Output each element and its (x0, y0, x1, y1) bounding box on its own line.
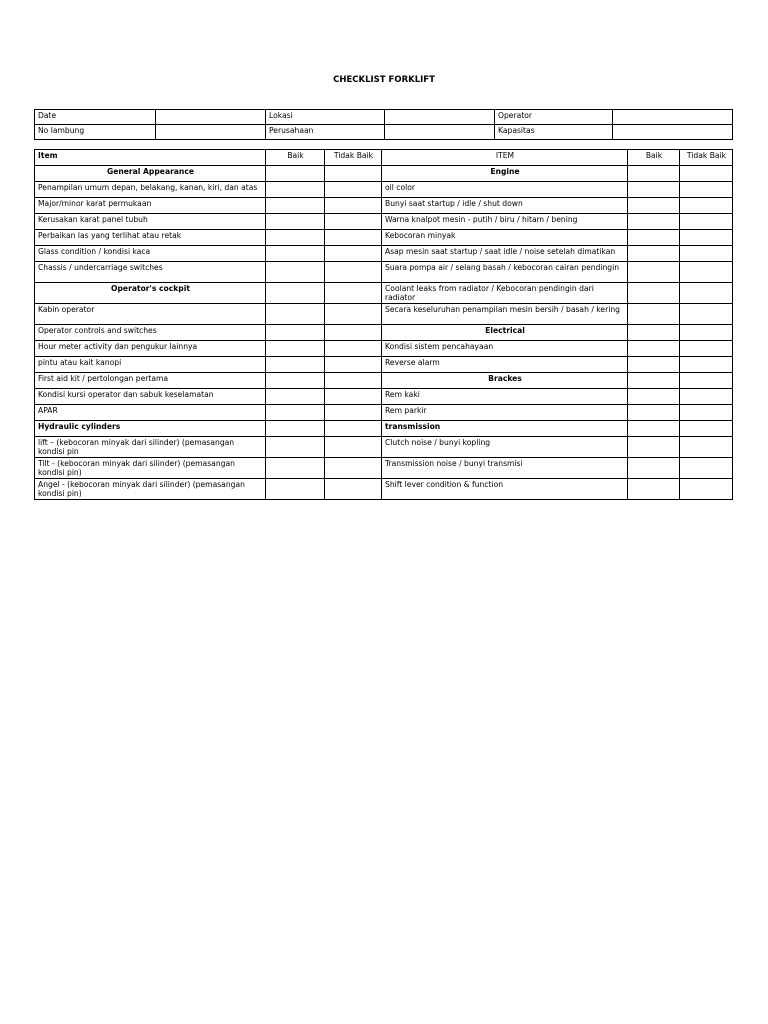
table-row (35, 341, 733, 357)
section-general-appearance: General Appearance (35, 166, 266, 182)
tidak-baik-cell[interactable] (325, 437, 382, 458)
tidak-baik-cell[interactable] (680, 357, 733, 373)
baik-cell[interactable] (628, 325, 680, 341)
item-left: Glass condition / kondisi kaca (35, 246, 266, 262)
table-row (35, 405, 733, 421)
tidak-baik-cell[interactable] (325, 304, 382, 325)
tidak-baik-cell[interactable] (325, 230, 382, 246)
baik-cell[interactable] (628, 262, 680, 283)
baik-cell[interactable] (628, 214, 680, 230)
item-right: Kondisi sistem pencahayaan (382, 341, 628, 357)
baik-cell[interactable] (266, 283, 325, 304)
baik-cell[interactable] (266, 262, 325, 283)
baik-cell[interactable] (628, 437, 680, 458)
tidak-baik-cell[interactable] (680, 389, 733, 405)
baik-cell[interactable] (628, 341, 680, 357)
item-right: Bunyi saat startup / idle / shut down (382, 198, 628, 214)
baik-cell[interactable] (266, 373, 325, 389)
tidak-baik-cell[interactable] (680, 341, 733, 357)
section-hydraulic-cylinders: Hydraulic cylinders (35, 421, 266, 437)
item-left: pintu atau kait kanopi (35, 357, 266, 373)
table-row (35, 246, 733, 262)
item-right: Shift lever condition & function (382, 479, 628, 500)
table-row (35, 357, 733, 373)
table-row (35, 304, 733, 325)
baik-cell[interactable] (628, 166, 680, 182)
table-row (35, 198, 733, 214)
table-row (35, 262, 733, 283)
tidak-baik-cell[interactable] (680, 214, 733, 230)
item-left: First aid kit / pertolongan pertama (35, 373, 266, 389)
item-right: Coolant leaks from radiator / Kebocoran pendingin dari radiator (382, 283, 628, 304)
table-row (35, 479, 733, 500)
tidak-baik-cell[interactable] (325, 214, 382, 230)
baik-cell[interactable] (266, 437, 325, 458)
tidak-baik-cell[interactable] (325, 405, 382, 421)
table-row (35, 437, 733, 458)
table-row (35, 325, 733, 341)
tidak-baik-cell[interactable] (680, 458, 733, 479)
baik-cell[interactable] (628, 389, 680, 405)
item-right: Rem parkir (382, 405, 628, 421)
kapasitas-label: Kapasitas (495, 125, 613, 140)
item-right: Suara pompa air / selang basah / kebocoran cairan pendingin (382, 262, 628, 283)
perusahaan-label: Perusahaan (266, 125, 385, 140)
baik-cell[interactable] (628, 458, 680, 479)
baik-cell[interactable] (628, 405, 680, 421)
header-row (35, 125, 733, 140)
table-row (35, 421, 733, 437)
item-left: APAR (35, 405, 266, 421)
item-right: Rem kaki (382, 389, 628, 405)
table-row (35, 230, 733, 246)
tidak-baik-cell[interactable] (680, 405, 733, 421)
baik-cell[interactable] (628, 479, 680, 500)
item-right: Warna knalpot mesin - putih / biru / hitam / bening (382, 214, 628, 230)
tidak-baik-cell[interactable] (680, 198, 733, 214)
baik-cell[interactable] (628, 198, 680, 214)
tidak-baik-cell[interactable] (325, 182, 382, 198)
tidak-baik-cell[interactable] (325, 389, 382, 405)
tidak-baik-cell[interactable] (325, 421, 382, 437)
tidak-baik-cell[interactable] (680, 421, 733, 437)
tidak-baik-cell[interactable] (680, 283, 733, 304)
baik-cell[interactable] (266, 230, 325, 246)
baik-cell[interactable] (628, 304, 680, 325)
baik-cell[interactable] (628, 246, 680, 262)
baik-cell[interactable] (266, 341, 325, 357)
column-header-baik-right: Baik (628, 150, 680, 166)
perusahaan-field[interactable] (385, 125, 495, 140)
checklist-table (34, 149, 733, 500)
baik-cell[interactable] (266, 389, 325, 405)
table-row (35, 389, 733, 405)
item-left: lift – (kebocoran minyak dari silinder) (pemasangan kondisi pin (35, 437, 266, 458)
tidak-baik-cell[interactable] (680, 325, 733, 341)
baik-cell[interactable] (266, 357, 325, 373)
table-row (35, 214, 733, 230)
item-right: Transmission noise / bunyi transmisi (382, 458, 628, 479)
baik-cell[interactable] (266, 458, 325, 479)
tidak-baik-cell[interactable] (325, 166, 382, 182)
header-info-table (34, 109, 733, 140)
column-header-baik: Baik (266, 150, 325, 166)
table-row (35, 182, 733, 198)
tidak-baik-cell[interactable] (680, 166, 733, 182)
item-left: Major/minor karat permukaan (35, 198, 266, 214)
table-row (35, 166, 733, 182)
table-row (35, 458, 733, 479)
tidak-baik-cell[interactable] (680, 373, 733, 389)
baik-cell[interactable] (266, 421, 325, 437)
tidak-baik-cell[interactable] (680, 182, 733, 198)
item-right: Secara keseluruhan penampilan mesin bersih / basah / kering (382, 304, 628, 325)
tidak-baik-cell[interactable] (325, 479, 382, 500)
baik-cell[interactable] (628, 230, 680, 246)
baik-cell[interactable] (628, 182, 680, 198)
tidak-baik-cell[interactable] (325, 373, 382, 389)
no-lambung-label: No lambung (35, 125, 156, 140)
baik-cell[interactable] (266, 304, 325, 325)
table-row (35, 283, 733, 304)
item-right: Asap mesin saat startup / saat idle / noise setelah dimatikan (382, 246, 628, 262)
item-left: Penampilan umum depan, belakang, kanan, kiri, dan atas (35, 182, 266, 198)
tidak-baik-cell[interactable] (680, 437, 733, 458)
section-operators-cockpit: Operator's cockpit (35, 283, 266, 304)
section-brackes: Brackes (382, 373, 628, 389)
item-right: Kebocoran minyak (382, 230, 628, 246)
baik-cell[interactable] (266, 214, 325, 230)
lokasi-label: Lokasi (266, 110, 385, 125)
tidak-baik-cell[interactable] (680, 246, 733, 262)
tidak-baik-cell[interactable] (325, 198, 382, 214)
page-title: CHECKLIST FORKLIFT (333, 75, 435, 85)
baik-cell[interactable] (628, 421, 680, 437)
table-row (35, 373, 733, 389)
no-lambung-field[interactable] (156, 125, 266, 140)
item-left: Angel - (kebocoran minyak dari silinder) (pemasangan kondisi pin) (35, 479, 266, 500)
item-left: Perbaikan las yang terlihat atau retak (35, 230, 266, 246)
item-left: Kabin operator (35, 304, 266, 325)
tidak-baik-cell[interactable] (325, 262, 382, 283)
header-row (35, 110, 733, 125)
baik-cell[interactable] (266, 166, 325, 182)
column-header-item: Item (35, 150, 266, 166)
tidak-baik-cell[interactable] (325, 325, 382, 341)
section-transmission: transmission (382, 421, 628, 437)
tidak-baik-cell[interactable] (680, 304, 733, 325)
section-engine: Engine (382, 166, 628, 182)
column-header-item-right: ITEM (382, 150, 628, 166)
tidak-baik-cell[interactable] (680, 230, 733, 246)
item-left: Hour meter activity dan pengukur lainnya (35, 341, 266, 357)
item-right: Clutch noise / bunyi kopling (382, 437, 628, 458)
baik-cell[interactable] (266, 325, 325, 341)
date-field[interactable] (156, 110, 266, 125)
tidak-baik-cell[interactable] (325, 357, 382, 373)
baik-cell[interactable] (266, 479, 325, 500)
item-left: Kerusakan karat panel tubuh (35, 214, 266, 230)
tidak-baik-cell[interactable] (325, 246, 382, 262)
baik-cell[interactable] (628, 283, 680, 304)
item-left: Chassis / undercarriage switches (35, 262, 266, 283)
tidak-baik-cell[interactable] (325, 458, 382, 479)
item-left: Operator controls and switches (35, 325, 266, 341)
date-label: Date (35, 110, 156, 125)
operator-field[interactable] (613, 110, 733, 125)
item-left: Kondisi kursi operator dan sabuk keselamatan (35, 389, 266, 405)
item-right: oil color (382, 182, 628, 198)
operator-label: Operator (495, 110, 613, 125)
item-left: Tilt - (kebocoran minyak dari silinder) (pemasangan kondisi pin) (35, 458, 266, 479)
table-header-row (35, 150, 733, 166)
baik-cell[interactable] (266, 405, 325, 421)
tidak-baik-cell[interactable] (680, 262, 733, 283)
baik-cell[interactable] (628, 357, 680, 373)
lokasi-field[interactable] (385, 110, 495, 125)
tidak-baik-cell[interactable] (325, 341, 382, 357)
column-header-tidak-baik: Tidak Baik (325, 150, 382, 166)
baik-cell[interactable] (266, 182, 325, 198)
baik-cell[interactable] (266, 246, 325, 262)
section-electrical: Electrical (382, 325, 628, 341)
item-right: Reverse alarm (382, 357, 628, 373)
baik-cell[interactable] (266, 198, 325, 214)
tidak-baik-cell[interactable] (325, 283, 382, 304)
kapasitas-field[interactable] (613, 125, 733, 140)
column-header-tidak-baik-right: Tidak Baik (680, 150, 733, 166)
baik-cell[interactable] (628, 373, 680, 389)
tidak-baik-cell[interactable] (680, 479, 733, 500)
